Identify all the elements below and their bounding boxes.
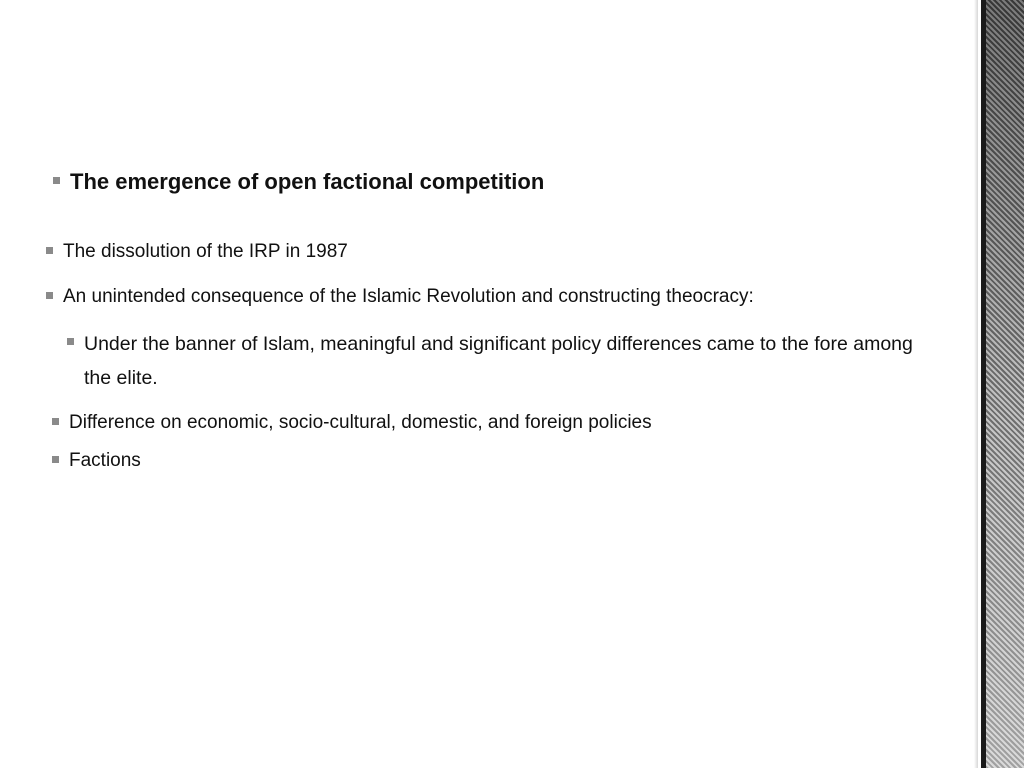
square-bullet-icon bbox=[46, 247, 53, 254]
square-bullet-icon bbox=[46, 292, 53, 299]
square-bullet-icon bbox=[53, 177, 60, 184]
square-bullet-icon bbox=[52, 456, 59, 463]
bullet-text: The dissolution of the IRP in 1987 bbox=[63, 241, 348, 262]
bullet-item bbox=[52, 448, 141, 473]
bullet-item bbox=[46, 239, 348, 264]
bullet-item bbox=[46, 284, 754, 309]
bullet-item bbox=[52, 410, 652, 435]
bullet-text: Factions bbox=[69, 450, 141, 471]
bullet-text: Difference on economic, socio-cultural, domestic, and foreign policies bbox=[69, 412, 652, 433]
decorative-side-strip bbox=[986, 0, 1024, 768]
sub-bullet-text: Under the banner of Islam, meaningful and significant policy differences came to the fore among the elite. bbox=[84, 333, 913, 389]
bullet-text: An unintended consequence of the Islamic Revolution and constructing theocracy: bbox=[63, 286, 754, 307]
square-bullet-icon bbox=[67, 338, 74, 345]
slide-heading: The emergence of open factional competition bbox=[70, 169, 545, 194]
heading-bullet bbox=[53, 168, 544, 196]
strip-divider bbox=[978, 0, 986, 768]
square-bullet-icon bbox=[52, 418, 59, 425]
sub-bullet-item bbox=[67, 327, 927, 395]
